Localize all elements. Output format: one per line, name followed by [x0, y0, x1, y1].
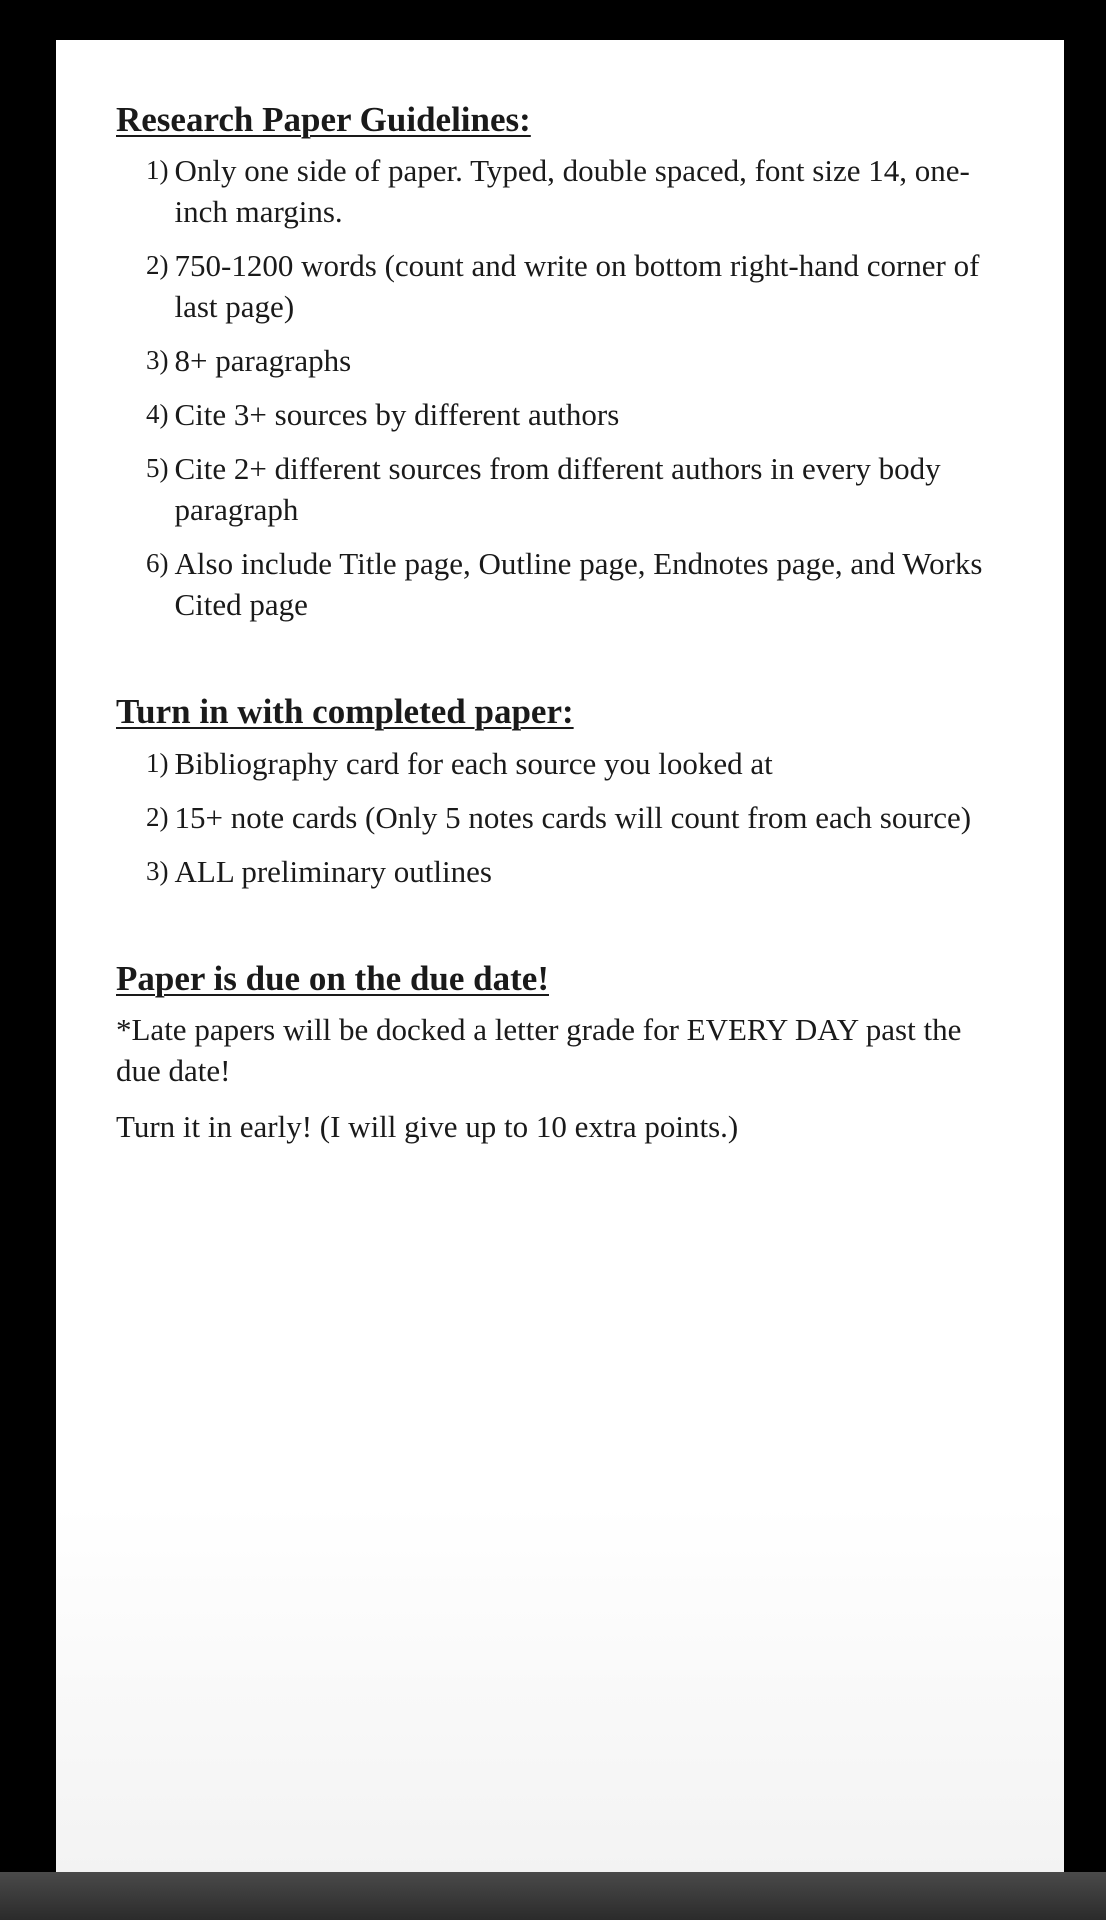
- section-spacer: [116, 905, 1004, 959]
- item-text: Cite 3+ sources by different authors: [174, 397, 620, 433]
- item-text: 15+ note cards (Only 5 notes cards will count from each source): [174, 799, 972, 835]
- item-text: Also include Title page, Outline page, Endnotes page, and Works Cited page: [174, 546, 983, 623]
- list-item: [146, 150, 1004, 232]
- list-item: [146, 743, 1004, 784]
- list-item: [146, 797, 1004, 838]
- section-spacer: [116, 638, 1004, 692]
- late-policy-note: *Late papers will be docked a letter grade for EVERY DAY past the due date!: [116, 1011, 962, 1088]
- item-number: 5): [146, 453, 169, 484]
- item-number: 3): [146, 345, 169, 376]
- item-text: 8+ paragraphs: [174, 343, 352, 379]
- turn-in-heading: Turn in with completed paper:: [116, 692, 574, 732]
- item-number: 2): [146, 801, 169, 832]
- turn-in-list: [116, 743, 1004, 892]
- item-text: Cite 2+ different sources from different authors in every body paragraph: [174, 451, 941, 528]
- item-number: 1): [146, 747, 169, 778]
- item-number: 1): [146, 155, 169, 186]
- list-item: [146, 543, 1004, 625]
- bottom-bar: [0, 1872, 1106, 1920]
- item-number: 6): [146, 548, 169, 579]
- item-number: 2): [146, 250, 169, 281]
- list-item: [146, 340, 1004, 381]
- item-text: ALL preliminary outlines: [174, 853, 492, 889]
- item-number: 3): [146, 855, 169, 886]
- list-item: [146, 448, 1004, 530]
- guidelines-heading: Research Paper Guidelines:: [116, 100, 531, 139]
- item-number: 4): [146, 399, 169, 430]
- guidelines-list: [116, 150, 1004, 625]
- list-item: [146, 394, 1004, 435]
- item-text: 750-1200 words (count and write on bottom right-hand corner of last page): [174, 248, 980, 325]
- document-page: [56, 40, 1064, 1872]
- item-text: Bibliography card for each source you looked at: [174, 745, 773, 781]
- list-item: [146, 245, 1004, 327]
- item-text: Only one side of paper. Typed, double spaced, font size 14, one-inch margins.: [174, 153, 970, 230]
- list-item: [146, 851, 1004, 892]
- early-bonus-note: Turn it in early! (I will give up to 10 extra points.): [116, 1108, 739, 1144]
- due-date-heading: Paper is due on the due date!: [116, 958, 549, 998]
